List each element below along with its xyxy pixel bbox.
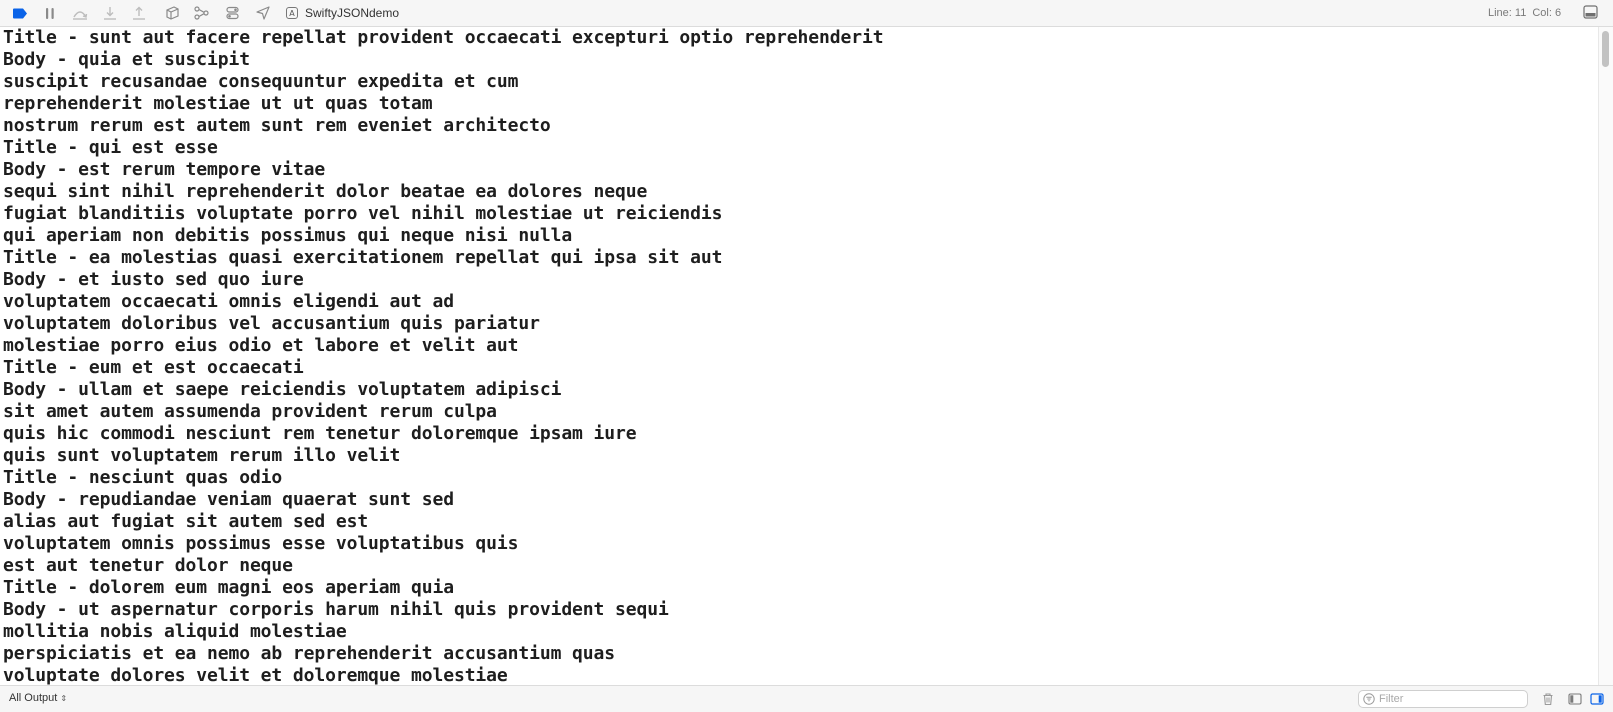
- filter-icon: [1363, 693, 1375, 705]
- console-line: reprehenderit molestiae ut ut quas totam: [3, 93, 433, 114]
- console-line: perspiciatis et ea nemo ab reprehenderit accusantium quas: [3, 643, 616, 664]
- console-line: voluptate dolores velit et doloremque molestiae: [3, 665, 508, 685]
- console-line: Body - ullam et saepe reiciendis voluptatem adipisci: [3, 379, 562, 400]
- debug-bar: [0, 0, 1613, 27]
- step-into-icon[interactable]: [102, 6, 118, 20]
- console-line: Title - sunt aut facere repellat provident occaecati excepturi optio reprehenderit: [3, 27, 884, 48]
- console-line: voluptatem omnis possimus esse voluptatibus quis: [3, 533, 519, 554]
- scheme-selector[interactable]: [286, 5, 399, 21]
- output-select-label: All Output: [9, 692, 58, 704]
- simulate-location-icon[interactable]: [255, 6, 271, 20]
- console-line: alias aut fugiat sit autem sed est: [3, 511, 369, 532]
- variables-view-toggle-icon[interactable]: [1568, 692, 1582, 706]
- console-line: sequi sint nihil reprehenderit dolor beatae ea dolores neque: [3, 181, 648, 202]
- console-line: qui aperiam non debitis possimus qui neque nisi nulla: [3, 225, 573, 246]
- console-view-toggle-icon[interactable]: [1590, 692, 1604, 706]
- console-line: Body - est rerum tempore vitae: [3, 159, 326, 180]
- app-icon: A: [286, 7, 298, 19]
- up-down-chevron-icon: ⇕: [60, 693, 68, 703]
- console-line: fugiat blanditiis voluptate porro vel nihil molestiae ut reiciendis: [3, 203, 723, 224]
- console-line: voluptatem occaecati omnis eligendi aut ad: [3, 291, 454, 312]
- console-line: Title - qui est esse: [3, 137, 218, 158]
- console-line: Title - ea molestias quasi exercitationem repellat qui ipsa sit aut: [3, 247, 723, 268]
- console-line: Body - quia et suscipit: [3, 49, 250, 70]
- memory-graph-icon[interactable]: [193, 6, 209, 20]
- console-line: molestiae porro eius odio et labore et velit aut: [3, 335, 519, 356]
- console-line: Body - ut aspernatur corporis harum nihil quis provident sequi: [3, 599, 669, 620]
- scheme-name: SwiftyJSONdemo: [305, 6, 400, 20]
- console-line: mollitia nobis aliquid molestiae: [3, 621, 347, 642]
- console-line: Title - eum et est occaecati: [3, 357, 304, 378]
- step-out-icon[interactable]: [131, 6, 147, 20]
- console-line: quis hic commodi nesciunt rem tenetur doloremque ipsam iure: [3, 423, 637, 444]
- debug-view-hierarchy-icon[interactable]: [164, 6, 180, 20]
- filter-input[interactable]: [1379, 693, 1519, 705]
- filter-field[interactable]: [1358, 690, 1528, 708]
- trash-icon[interactable]: [1541, 692, 1555, 706]
- console-line: sit amet autem assumenda provident rerum culpa: [3, 401, 497, 422]
- step-over-icon[interactable]: [72, 6, 88, 20]
- console-line: Title - dolorem eum magni eos aperiam quia: [3, 577, 454, 598]
- scrollbar-thumb[interactable]: [1602, 31, 1609, 67]
- console-line: est aut tenetur dolor neque: [3, 555, 293, 576]
- bottom-panel-toggle-icon[interactable]: [1583, 5, 1599, 20]
- console-line: voluptatem doloribus vel accusantium quis pariatur: [3, 313, 540, 334]
- console-line: quis sunt voluptatem rerum illo velit: [3, 445, 401, 466]
- breakpoints-toggle-icon[interactable]: [12, 6, 28, 20]
- environment-overrides-icon[interactable]: [224, 6, 240, 20]
- console-line: Title - nesciunt quas odio: [3, 467, 283, 488]
- console-output[interactable]: [0, 27, 1598, 685]
- output-filter-select[interactable]: [9, 692, 67, 704]
- pause-icon[interactable]: [42, 6, 58, 20]
- line-indicator: Line: 11: [1488, 7, 1527, 19]
- col-indicator: Col: 6: [1532, 7, 1562, 19]
- console-line: Body - repudiandae veniam quaerat sunt sed: [3, 489, 454, 510]
- console-line: suscipit recusandae consequuntur expedita et cum: [3, 71, 519, 92]
- console-line-list: [0, 27, 1598, 685]
- cursor-position: [1488, 7, 1567, 19]
- vertical-scrollbar[interactable]: [1598, 27, 1613, 685]
- console-line: nostrum rerum est autem sunt rem eveniet architecto: [3, 115, 551, 136]
- console-bottom-bar: [0, 685, 1613, 712]
- console-line: Body - et iusto sed quo iure: [3, 269, 304, 290]
